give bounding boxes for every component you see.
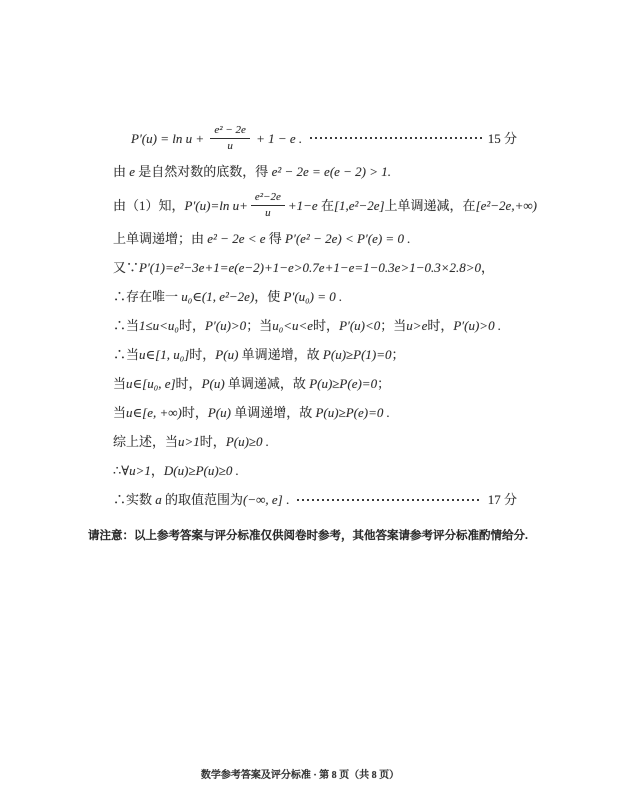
text-run: ， (481, 260, 495, 275)
text-run: ； (391, 347, 405, 362)
math-run: P′(1)=e²−3e+1=e(e−2)+1−e>0.7e+1−e=1−0.3e>1−0.3×2.8>0 (139, 260, 482, 275)
score-label: 17 分 (487, 492, 517, 507)
text-run: ∴当 (113, 318, 140, 333)
text-run: 的取值范围为 (165, 492, 244, 507)
math-run: P′(u)<0 (339, 318, 381, 333)
math-run: u₀∈(1, e²−2e) (181, 289, 255, 304)
math-run: P′(u) = ln u + (131, 130, 208, 146)
fraction-denominator: u (265, 206, 271, 219)
text-run: ∴存在唯一 (113, 289, 182, 304)
math-run: D(u)≥P(u)≥0 . (163, 463, 239, 478)
answer-lines (113, 119, 537, 514)
answer-line-1 (113, 119, 517, 157)
math-run: u>1 (178, 434, 200, 449)
math-run: u₀<u<e (272, 318, 314, 333)
text-run: 综上述，当 (113, 434, 179, 449)
answer-line-12 (113, 456, 517, 485)
math-run: P(u)≥P(e)=0 . (315, 405, 390, 420)
math-run: P′(u)>0 (204, 318, 247, 333)
text-run: 当 (113, 376, 127, 391)
text-run: ∴ (113, 463, 122, 478)
answer-line-9 (113, 369, 517, 398)
answer-line-10 (113, 398, 517, 427)
math-run: P(u) (201, 376, 225, 391)
math-run: P′(u)=ln u+ (184, 197, 248, 213)
math-run: 1≤u<u₀ (139, 318, 179, 333)
math-run: a (155, 492, 166, 507)
answer-line-13 (113, 485, 517, 514)
text-run: 当 (113, 405, 127, 420)
math-run: +1−e (287, 197, 321, 213)
answer-line-7 (113, 311, 517, 340)
text-run: 是自然对数的底数，得 (138, 164, 272, 179)
math-run: [1,e²−2e] (333, 197, 385, 213)
math-run: P(u)≥P(e)=0 (309, 376, 378, 391)
text-run: 时， (175, 376, 202, 391)
score-label: 15 分 (487, 130, 517, 146)
text-run: 时， (427, 318, 454, 333)
fraction (210, 124, 250, 153)
page-footer: 数学参考答案及评分标准 · 第 8 页（共 8 页） (200, 770, 400, 781)
math-run: u∈[u₀, e] (126, 376, 176, 391)
text-run: ， (150, 463, 164, 478)
answer-line-5 (113, 253, 517, 282)
math-run: u∈[1, u₀] (139, 347, 190, 362)
dotted-leader (297, 499, 482, 501)
answer-line-11 (113, 427, 517, 456)
text-run: . (282, 492, 290, 507)
math-run: [e²−2e,+∞) (475, 197, 537, 213)
math-run: P′(u)>0 . (453, 318, 502, 333)
text-run: ；当 (380, 318, 407, 333)
text-run: 单调递增，故 (230, 405, 316, 420)
math-run: P(u) (207, 405, 231, 420)
math-run: e² − 2e < e (207, 231, 269, 246)
text-run: 时， (189, 347, 216, 362)
text-run: ； (377, 376, 391, 391)
text-run: 又∵ (113, 260, 140, 275)
answer-line-3 (113, 186, 537, 224)
text-run: 在 (320, 197, 334, 213)
math-run: ∀u>1 (121, 463, 151, 478)
math-run: e (129, 164, 139, 179)
fraction (251, 191, 285, 220)
text-run: ，使 (254, 289, 284, 304)
fraction-denominator: u (227, 139, 233, 152)
answer-line-2 (113, 157, 517, 186)
text-run: 得 (268, 231, 286, 246)
math-run: u>e (406, 318, 428, 333)
answer-line-4 (113, 224, 517, 253)
text-run: 单调递减，故 (224, 376, 310, 391)
text-run: ∴实数 (113, 492, 156, 507)
text-run: 时， (181, 405, 208, 420)
fraction-numerator: e²−2e (251, 191, 285, 206)
math-run: u∈[e, +∞) (126, 405, 182, 420)
text-run: 由（1）知， (113, 197, 185, 213)
text-run: 上单调递减，在 (384, 197, 476, 213)
math-run: P′(e² − 2e) < P′(e) = 0 . (285, 231, 411, 246)
math-run: (−∞, e] (243, 492, 283, 507)
math-run: e² − 2e = e(e − 2) > 1. (271, 164, 392, 179)
answer-line-8 (113, 340, 517, 369)
text-run: 上单调递增；由 (113, 231, 208, 246)
math-run: P′(u₀) = 0 . (283, 289, 343, 304)
math-run: P(u)≥0 . (225, 434, 270, 449)
grading-notice: 请注意：以上参考答案与评分标准仅供阅卷时参考，其他答案请参考评分标准酌情给分. (88, 530, 528, 542)
math-run: + 1 − e . (252, 130, 303, 146)
dotted-leader (310, 137, 482, 139)
text-run: 时， (313, 318, 340, 333)
math-run: P(u) (215, 347, 239, 362)
text-run: 时， (199, 434, 226, 449)
text-run: 由 (113, 164, 130, 179)
text-run: ；当 (246, 318, 273, 333)
fraction-numerator: e² − 2e (210, 124, 250, 139)
text-run: ∴当 (113, 347, 140, 362)
answer-line-6 (113, 282, 517, 311)
math-run: P(u)≥P(1)=0 (322, 347, 392, 362)
text-run: 时， (178, 318, 205, 333)
text-run: 单调递增，故 (238, 347, 323, 362)
